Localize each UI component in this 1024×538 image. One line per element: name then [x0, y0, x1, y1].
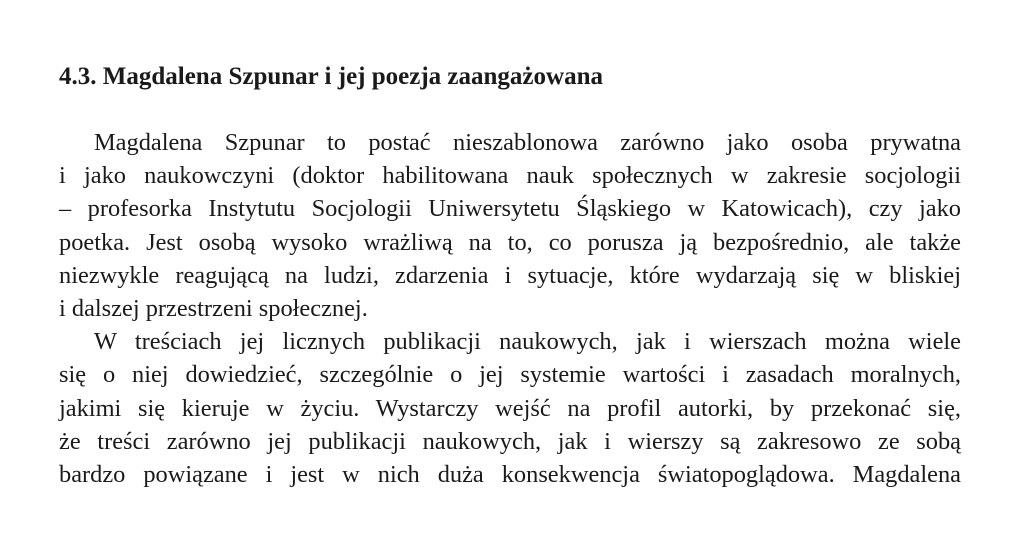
text-line: – profesorka Instytutu Socjologii Uniwersytetu Śląskiego w Katowicach), czy jako	[59, 195, 961, 223]
text-line: i jako naukowczyni (doktor habilitowana nauk społecznych w zakresie socjologii	[59, 162, 961, 190]
text-line: i dalszej przestrzeni społecznej.	[59, 294, 368, 322]
text-line: bardzo powiązane i jest w nich duża konsekwencja światopoglądowa. Magdalena	[59, 460, 961, 488]
text-line: poetka. Jest osobą wysoko wrażliwą na to, co porusza ją bezpośrednio, ale także	[59, 228, 961, 256]
text-line: że treści zarówno jej publikacji naukowych, jak i wierszy są zakresowo ze sobą	[59, 427, 961, 455]
paragraph-2	[59, 325, 961, 491]
section-heading: 4.3. Magdalena Szpunar i jej poezja zaangażowana	[59, 63, 603, 90]
text-line: niezwykle reagującą na ludzi, zdarzenia i sytuacje, które wydarzają się w bliskiej	[59, 261, 961, 289]
text-line: jakimi się kieruje w życiu. Wystarczy wejść na profil autorki, by przekonać się,	[59, 394, 961, 422]
body-text	[59, 126, 961, 491]
text-line: W treściach jej licznych publikacji naukowych, jak i wierszach można wiele	[94, 328, 961, 356]
text-line: się o niej dowiedzieć, szczególnie o jej systemie wartości i zasadach moralnych,	[59, 361, 961, 389]
text-line: Magdalena Szpunar to postać nieszablonowa zarówno jako osoba prywatna	[94, 129, 961, 156]
paragraph-1	[59, 126, 961, 325]
